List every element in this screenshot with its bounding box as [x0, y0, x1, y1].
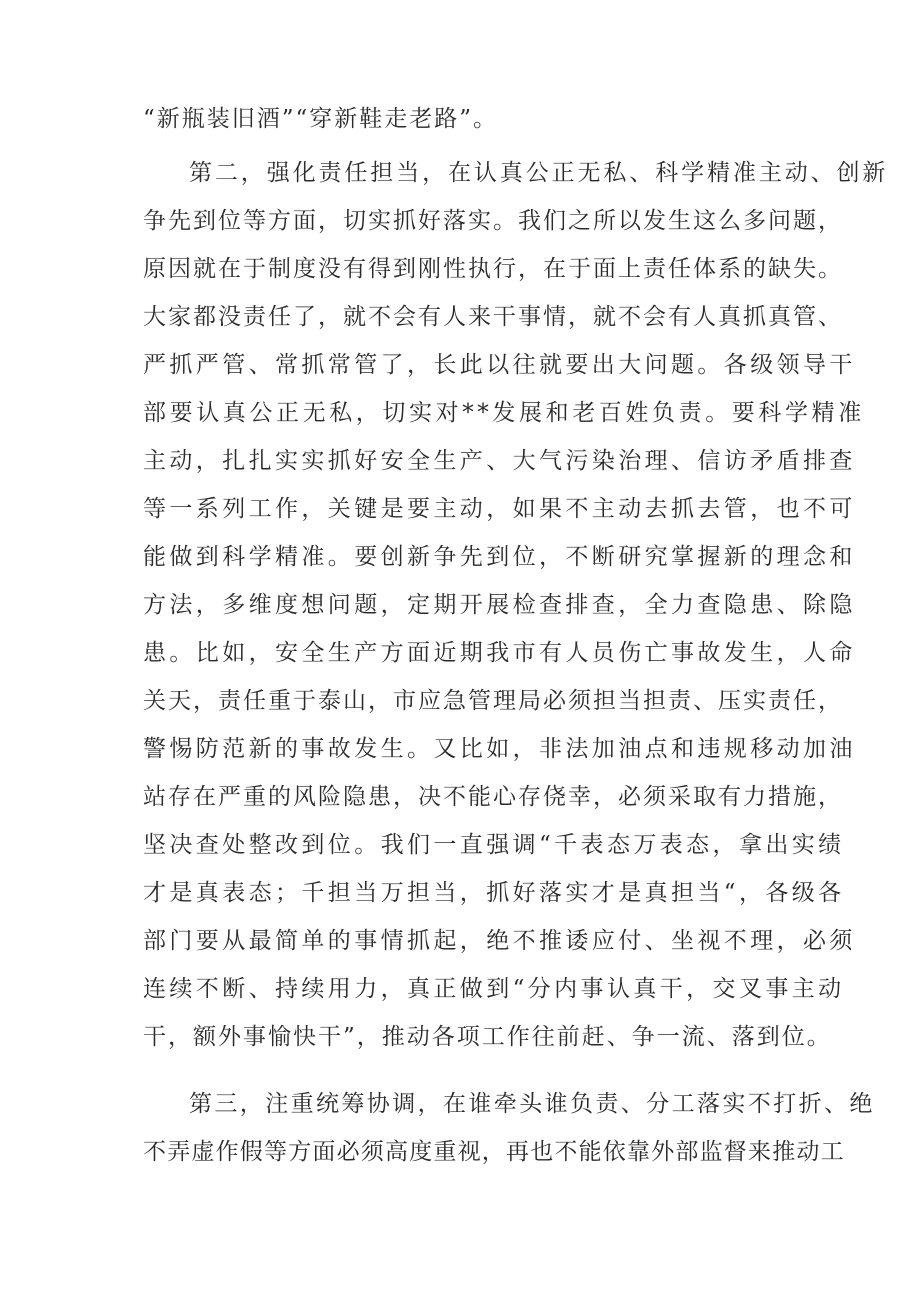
- text-line: 原因就在于制度没有得到刚性执行，在于面上责任体系的缺失。: [143, 256, 843, 282]
- text-line: 主动，扎扎实实抓好安全生产、大气污染治理、信访矛盾排查: [143, 448, 856, 474]
- text-line: 不弄虚作假等方面必须高度重视，再也不能依靠外部监督来推动工: [143, 1139, 845, 1165]
- text-line: 才是真表态；千担当万担当，抓好落实才是真担当“，各级各: [143, 880, 845, 906]
- text-line: 等一系列工作，关键是要主动，如果不主动去抓去管，也不可: [143, 496, 856, 522]
- text-line: 关天，责任重于泰山，市应急管理局必须担当担责、压实责任，: [143, 688, 843, 714]
- text-line: 大家都没责任了，就不会有人来干事情，就不会有人真抓真管、: [143, 304, 843, 330]
- text-line: 部要认真公正无私，切实对**发展和老百姓负责。要科学精准: [143, 400, 865, 426]
- text-line: 方法，多维度想问题，定期开展检查排查，全力查隐患、除隐: [143, 592, 856, 618]
- text-line: 患。比如，安全生产方面近期我市有人员伤亡事故发生，人命: [143, 640, 856, 666]
- text-line: 警惕防范新的事故发生。又比如，非法加油点和违规移动加油: [143, 736, 856, 762]
- text-line: 干，额外事愉快干”，推动各项工作往前赶、争一流、落到位。: [143, 1024, 832, 1050]
- text-line: 争先到位等方面，切实抓好落实。我们之所以发生这么多问题，: [143, 208, 843, 234]
- text-line: 能做到科学精准。要创新争先到位，不断研究掌握新的理念和: [143, 544, 856, 570]
- text-line: 严抓严管、常抓常管了，长此以往就要出大问题。各级领导干: [143, 352, 856, 378]
- text-line: 站存在严重的风险隐患，决不能心存侥幸，必须采取有力措施，: [143, 784, 843, 810]
- text-line: 部门要从最简单的事情抓起，绝不推诿应付、坐视不理，必须: [143, 928, 856, 954]
- paragraph-3-first-line: 第三，注重统筹协调，在谁牵头谁负责、分工落实不打折、绝: [189, 1091, 875, 1117]
- text-line: 坚决查处整改到位。我们一直强调“千表态万表态，拿出实绩: [143, 832, 845, 858]
- text-line: “新瓶装旧酒”“穿新鞋走老路”。: [143, 106, 499, 132]
- paragraph-2-first-line: 第二，强化责任担当，在认真公正无私、科学精准主动、创新: [189, 160, 889, 186]
- text-line: 连续不断、持续用力，真正做到“分内事认真干，交叉事主动: [143, 976, 845, 1002]
